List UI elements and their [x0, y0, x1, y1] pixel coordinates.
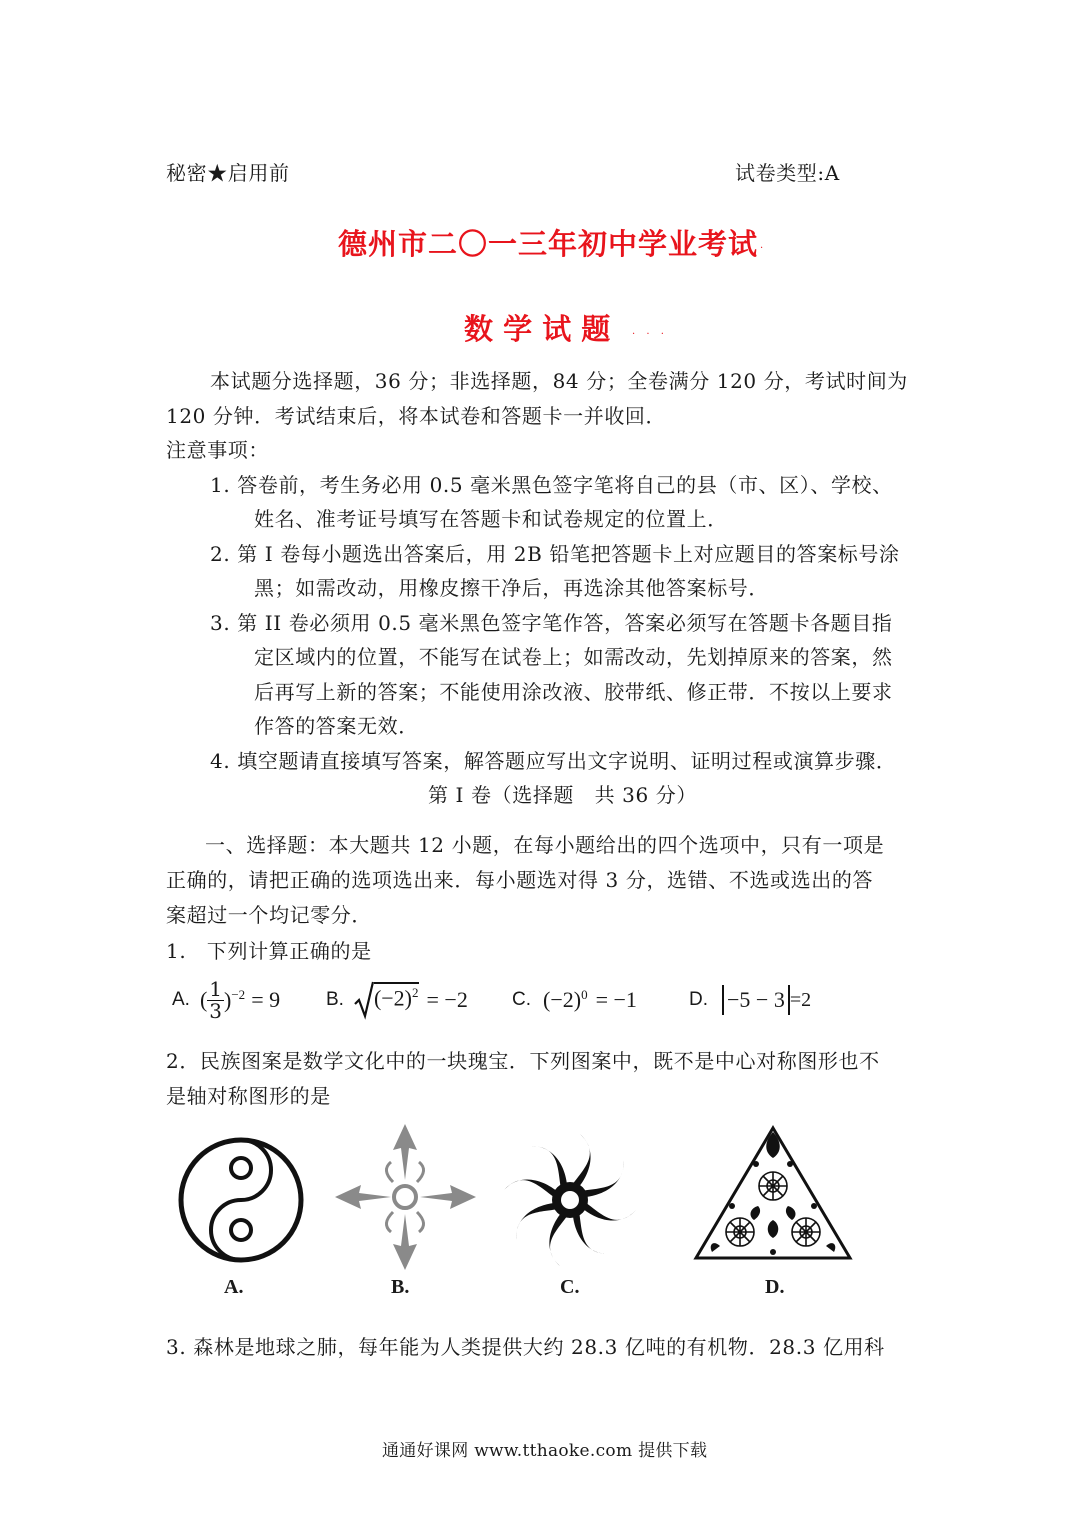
note-2-line-2: 黑；如需改动，用橡皮擦干净后，再选涂其他答案标号．: [254, 576, 769, 600]
figure-label-d: D.: [765, 1276, 785, 1298]
q1-option-a: A. ( $\frac{1}{3}$ )$^{-2}$ = 9: [172, 976, 281, 1023]
subtitle-decoration: . . .: [632, 326, 668, 337]
q1-c-label: C.: [512, 989, 531, 1010]
note-4-line-1: 4. 填空题请直接填写答案，解答题应写出文字说明、证明过程或演算步骤．: [210, 749, 897, 773]
note-3-line-3: 后再写上新的答案；不能使用涂改液、胶带纸、修正带．不按以上要求: [254, 680, 893, 704]
figure-label-b: B.: [391, 1276, 410, 1298]
page-subtitle: 数 学 试 题: [464, 312, 611, 346]
q2-line-1: 2．民族图案是数学文化中的一块瑰宝．下列图案中，既不是中心对称图形也不: [166, 1049, 880, 1073]
section-title: 第 I 卷（选择题 共 36 分）: [428, 783, 697, 807]
q1-option-d: D. −5 − 3 =2: [689, 972, 811, 1028]
figure-d-floral-triangle: [692, 1124, 854, 1264]
note-2-line-1: 2. 第 I 卷每小题选出答案后，用 2B 铅笔把答题卡上对应题目的答案标号涂: [210, 542, 900, 566]
q1-a-fraction: $\frac{1}{3}$: [209, 976, 223, 1023]
title-decoration: .: [760, 240, 768, 251]
figure-c-pinwheel: [500, 1130, 640, 1270]
q1-b-radicand: $(-2)^2$: [374, 982, 419, 1011]
intro-line-2: 120 分钟．考试结束后，将本试卷和答题卡一并收回．: [166, 404, 667, 428]
paper-type: 试卷类型:A: [735, 161, 840, 185]
figure-label-a: A.: [224, 1276, 244, 1298]
q1-d-label: D.: [689, 989, 708, 1010]
q1-b-label: B.: [326, 989, 344, 1010]
note-3-line-1: 3. 第 II 卷必须用 0.5 毫米黑色签字笔作答，答案必须写在答题卡各题目指: [210, 611, 893, 635]
sqrt-sign-icon: [354, 980, 374, 1020]
note-1-line-1: 1. 答卷前，考生务必用 0.5 毫米黑色签字笔将自己的县（市、区）、学校、: [210, 473, 893, 497]
intro-line-1: 本试题分选择题，36 分；非选择题，84 分；全卷满分 120 分，考试时间为: [210, 369, 908, 393]
q1-option-b: B. $(-2)^2$ = −2: [326, 972, 468, 1028]
q1-stem: 1. 下列计算正确的是: [166, 939, 372, 963]
figure-label-c: C.: [560, 1276, 580, 1298]
confidential-mark: 秘密★启用前: [166, 161, 290, 185]
q2-line-2: 是轴对称图形的是: [166, 1084, 331, 1108]
q1-a-label: A.: [172, 989, 190, 1010]
footer-source: 通通好课网 www.tthaoke.com 提供下载: [382, 1441, 708, 1461]
page-title: 德州市二〇一三年初中学业考试: [338, 227, 759, 261]
instructions-line-2: 正确的，请把正确的选项选出来．每小题选对得 3 分，选错、不选或选出的答: [166, 868, 874, 892]
notes-heading: 注意事项：: [166, 438, 269, 462]
q1-d-absolute: −5 − 3: [722, 985, 790, 1015]
note-3-line-4: 作答的答案无效．: [254, 714, 419, 738]
instructions-line-1: 一、选择题：本大题共 12 小题，在每小题给出的四个选项中，只有一项是: [205, 833, 885, 857]
q3-line-1: 3. 森林是地球之肺，每年能为人类提供大约 28.3 亿吨的有机物．28.3 亿用科: [166, 1335, 885, 1359]
instructions-line-3: 案超过一个均记零分．: [166, 903, 372, 927]
figure-a-taiji: [176, 1135, 306, 1265]
figure-b-floral: [333, 1122, 478, 1272]
note-3-line-2: 定区域内的位置，不能写在试卷上；如需改动，先划掉原来的答案，然: [254, 645, 893, 669]
note-1-line-2: 姓名、准考证号填写在答题卡和试卷规定的位置上．: [254, 507, 728, 531]
q1-option-c: C. (−2) $^0$ = −1: [512, 986, 637, 1012]
